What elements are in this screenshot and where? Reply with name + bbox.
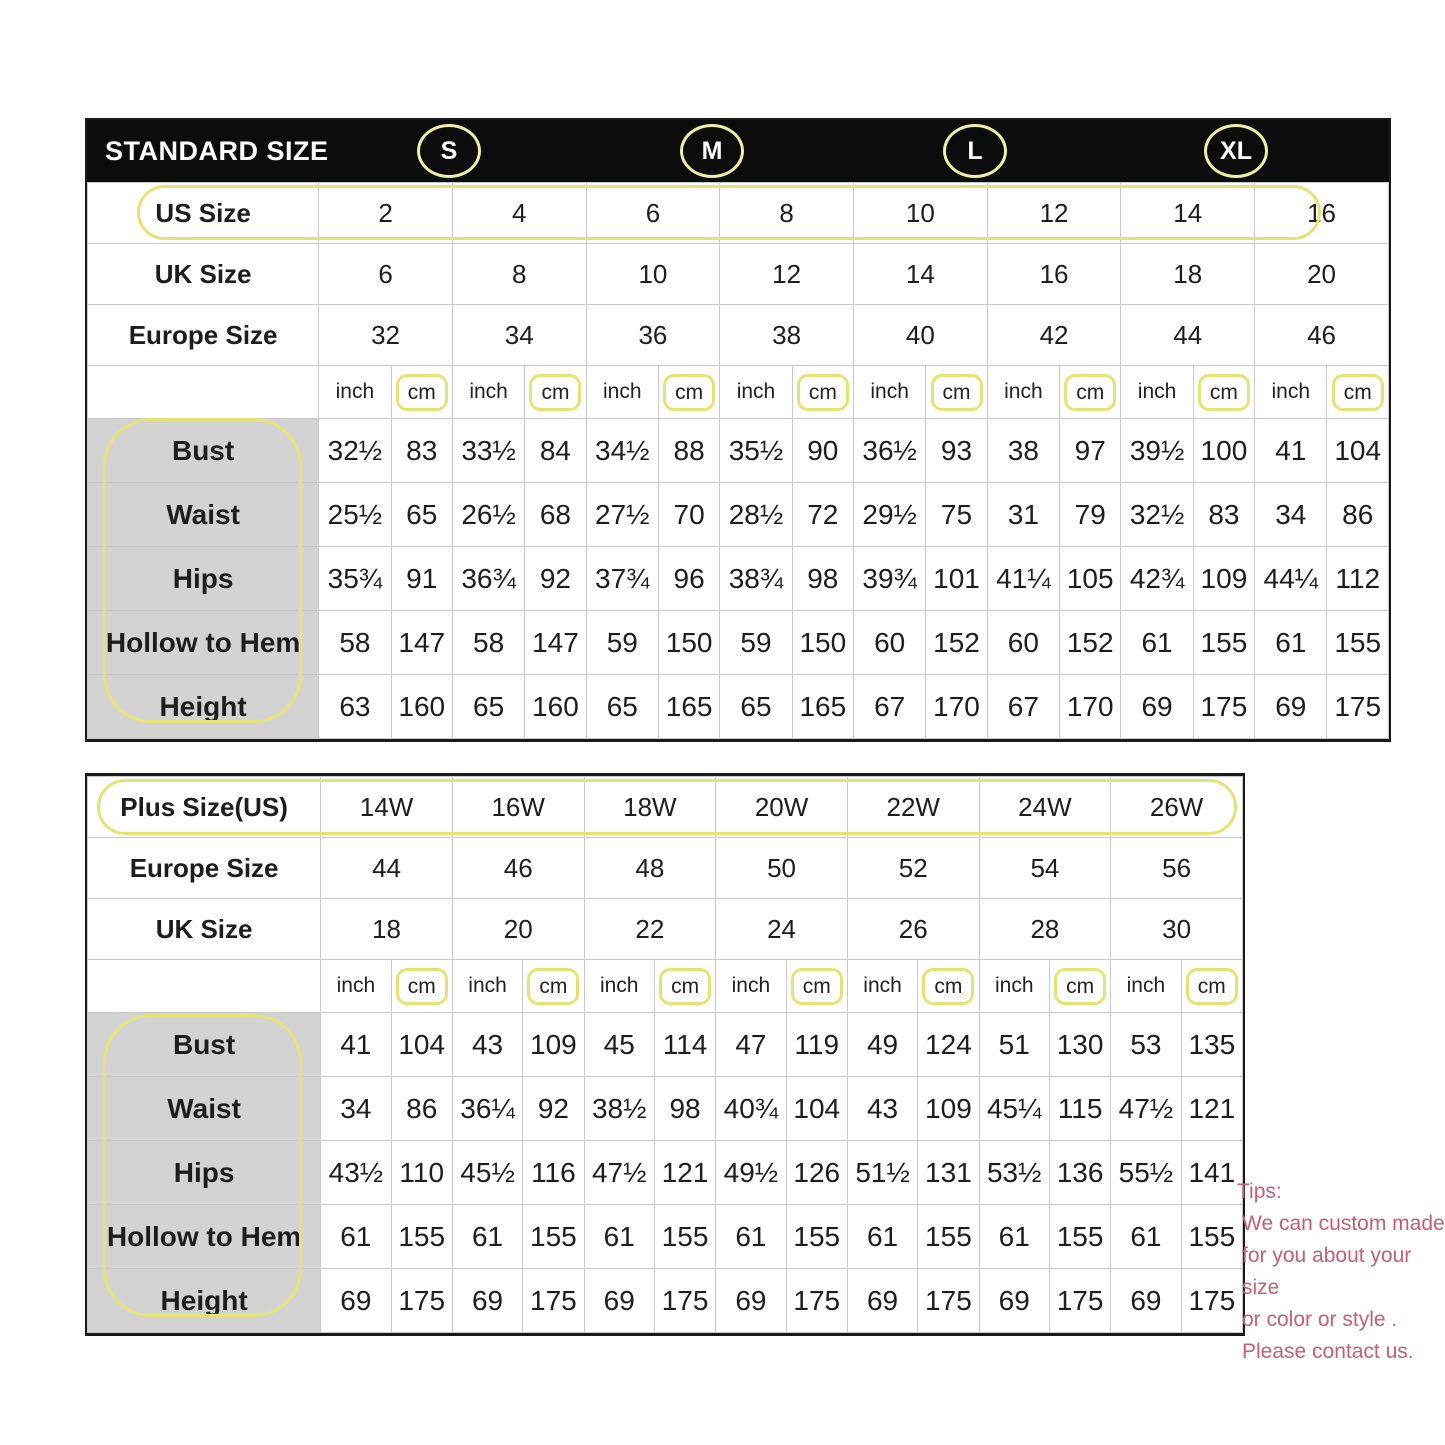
- cm-unit-cell: [658, 366, 719, 419]
- size-value-cell: 8: [720, 183, 854, 244]
- size-value-cell: 32: [319, 305, 453, 366]
- size-row: [88, 305, 1389, 366]
- unit-row-label-empty: [88, 366, 319, 419]
- size-value-cell: 50: [716, 838, 848, 899]
- measure-value-cell: 69: [452, 1269, 522, 1333]
- measure-value-cell: 110: [391, 1141, 452, 1205]
- size-value-cell: 18W: [584, 777, 716, 838]
- cm-annotation-box: cm: [931, 374, 983, 411]
- size-badge-xl-label: XL: [1220, 136, 1252, 165]
- measure-row-label: Hollow to Hem: [88, 611, 319, 675]
- inch-unit-cell: inch: [716, 960, 786, 1013]
- cm-unit-cell: [792, 366, 853, 419]
- measure-value-cell: 101: [926, 547, 987, 611]
- measure-value-cell: 37¾: [586, 547, 658, 611]
- size-value-cell: 44: [321, 838, 453, 899]
- measure-row: [88, 483, 1389, 547]
- measure-value-cell: 141: [1181, 1141, 1242, 1205]
- measure-value-cell: 38½: [584, 1077, 654, 1141]
- measure-value-cell: 90: [792, 419, 853, 483]
- measure-value-cell: 152: [926, 611, 987, 675]
- measure-value-cell: 104: [786, 1077, 847, 1141]
- measure-row-label: Hollow to Hem: [88, 1205, 321, 1269]
- measure-value-cell: 119: [786, 1013, 847, 1077]
- size-value-cell: 20: [1255, 244, 1389, 305]
- measure-value-cell: 112: [1327, 547, 1389, 611]
- cm-annotation-box: cm: [527, 968, 579, 1005]
- measure-value-cell: 86: [1327, 483, 1389, 547]
- measure-value-cell: 68: [525, 483, 586, 547]
- measure-value-cell: 170: [926, 675, 987, 739]
- row-label: US Size: [88, 183, 319, 244]
- size-value-cell: 26: [847, 899, 979, 960]
- measure-value-cell: 160: [391, 675, 452, 739]
- row-label: Europe Size: [88, 305, 319, 366]
- size-badge-s: [417, 124, 481, 178]
- measure-value-cell: 61: [716, 1205, 786, 1269]
- size-value-cell: 38: [720, 305, 854, 366]
- measure-value-cell: 25½: [319, 483, 391, 547]
- size-value-cell: 18: [1121, 244, 1255, 305]
- size-value-cell: 56: [1111, 838, 1243, 899]
- inch-unit-cell: inch: [979, 960, 1049, 1013]
- measure-value-cell: 58: [319, 611, 391, 675]
- measure-value-cell: 45¼: [979, 1077, 1049, 1141]
- measure-row-label: Bust: [88, 419, 319, 483]
- cm-annotation-box: cm: [791, 968, 843, 1005]
- size-value-cell: 4: [452, 183, 586, 244]
- measure-row: [88, 1141, 1243, 1205]
- size-value-cell: 20: [452, 899, 584, 960]
- measure-value-cell: 115: [1049, 1077, 1110, 1141]
- measure-value-cell: 155: [654, 1205, 715, 1269]
- tips-note: [1237, 1176, 1445, 1368]
- measure-value-cell: 155: [918, 1205, 979, 1269]
- measure-value-cell: 160: [525, 675, 586, 739]
- inch-unit-cell: inch: [452, 960, 522, 1013]
- size-value-cell: 46: [452, 838, 584, 899]
- size-badge-xl: [1204, 124, 1268, 178]
- measure-value-cell: 84: [525, 419, 586, 483]
- size-value-cell: 12: [720, 244, 854, 305]
- cm-unit-cell: [926, 366, 987, 419]
- measure-value-cell: 47: [716, 1013, 786, 1077]
- inch-unit-cell: inch: [987, 366, 1059, 419]
- measure-value-cell: 58: [452, 611, 524, 675]
- tips-line: We can custom made: [1242, 1212, 1445, 1235]
- measure-value-cell: 121: [1181, 1077, 1242, 1141]
- size-value-cell: 26W: [1111, 777, 1243, 838]
- inch-unit-cell: inch: [452, 366, 524, 419]
- measure-value-cell: 104: [1327, 419, 1389, 483]
- measure-value-cell: 116: [523, 1141, 584, 1205]
- measure-value-cell: 39½: [1121, 419, 1193, 483]
- size-value-cell: 10: [586, 244, 720, 305]
- row-label: Europe Size: [88, 838, 321, 899]
- measure-value-cell: 175: [1049, 1269, 1110, 1333]
- size-value-cell: 54: [979, 838, 1111, 899]
- measure-value-cell: 65: [586, 675, 658, 739]
- size-badge-m-label: M: [701, 136, 723, 165]
- measure-value-cell: 175: [391, 1269, 452, 1333]
- size-value-cell: 30: [1111, 899, 1243, 960]
- unit-row-label-empty: [88, 960, 321, 1013]
- size-value-cell: 16: [1255, 183, 1389, 244]
- inch-unit-cell: inch: [1255, 366, 1327, 419]
- measure-value-cell: 79: [1060, 483, 1121, 547]
- measure-value-cell: 155: [391, 1205, 452, 1269]
- size-value-cell: 20W: [716, 777, 848, 838]
- measure-value-cell: 83: [391, 419, 452, 483]
- measure-value-cell: 105: [1060, 547, 1121, 611]
- size-value-cell: 6: [586, 183, 720, 244]
- measure-value-cell: 69: [716, 1269, 786, 1333]
- inch-unit-cell: inch: [319, 366, 391, 419]
- measure-value-cell: 130: [1049, 1013, 1110, 1077]
- cm-annotation-box: cm: [529, 374, 581, 411]
- measure-value-cell: 147: [391, 611, 452, 675]
- measure-value-cell: 47½: [1111, 1077, 1181, 1141]
- standard-size-title: STANDARD SIZE: [105, 135, 329, 166]
- measure-value-cell: 109: [523, 1013, 584, 1077]
- measure-value-cell: 59: [586, 611, 658, 675]
- measure-value-cell: 69: [1111, 1269, 1181, 1333]
- size-value-cell: 16: [987, 244, 1121, 305]
- inch-unit-cell: inch: [584, 960, 654, 1013]
- size-value-cell: 22W: [847, 777, 979, 838]
- size-badge-l-label: L: [967, 136, 983, 165]
- measure-value-cell: 49½: [716, 1141, 786, 1205]
- standard-size-table: [85, 118, 1391, 742]
- cm-annotation-box: cm: [1332, 374, 1384, 411]
- size-value-cell: 22: [584, 899, 716, 960]
- measure-value-cell: 175: [1193, 675, 1254, 739]
- measure-value-cell: 34½: [586, 419, 658, 483]
- measure-value-cell: 44¼: [1255, 547, 1327, 611]
- size-value-cell: 14: [853, 244, 987, 305]
- measure-value-cell: 61: [1121, 611, 1193, 675]
- row-label: UK Size: [88, 244, 319, 305]
- measure-row-label: Waist: [88, 1077, 321, 1141]
- unit-row: [88, 960, 1243, 1013]
- inch-unit-cell: inch: [586, 366, 658, 419]
- measure-value-cell: 33½: [452, 419, 524, 483]
- measure-value-cell: 91: [391, 547, 452, 611]
- measure-row-label: Waist: [88, 483, 319, 547]
- standard-size-header-bar: [87, 120, 1389, 182]
- size-value-cell: 28: [979, 899, 1111, 960]
- size-value-cell: 14W: [321, 777, 453, 838]
- measure-value-cell: 34: [1255, 483, 1327, 547]
- measure-value-cell: 150: [792, 611, 853, 675]
- measure-value-cell: 155: [786, 1205, 847, 1269]
- measure-value-cell: 150: [658, 611, 719, 675]
- measure-value-cell: 63: [319, 675, 391, 739]
- plus-size-grid: [87, 776, 1243, 1333]
- measure-value-cell: 65: [452, 675, 524, 739]
- measure-value-cell: 155: [1193, 611, 1254, 675]
- size-row: [88, 899, 1243, 960]
- cm-annotation-box: cm: [922, 968, 974, 1005]
- measure-value-cell: 39¾: [853, 547, 925, 611]
- size-badge-s-label: S: [440, 136, 458, 165]
- measure-value-cell: 72: [792, 483, 853, 547]
- measure-row: [88, 1269, 1243, 1333]
- measure-row: [88, 1077, 1243, 1141]
- measure-value-cell: 70: [658, 483, 719, 547]
- size-value-cell: 24: [716, 899, 848, 960]
- cm-unit-cell: [786, 960, 847, 1013]
- cm-unit-cell: [1060, 366, 1121, 419]
- measure-value-cell: 45½: [452, 1141, 522, 1205]
- measure-value-cell: 51: [979, 1013, 1049, 1077]
- measure-value-cell: 29½: [853, 483, 925, 547]
- measure-row-label: Hips: [88, 547, 319, 611]
- measure-row: [88, 419, 1389, 483]
- measure-value-cell: 175: [918, 1269, 979, 1333]
- size-value-cell: 24W: [979, 777, 1111, 838]
- measure-row-label: Height: [88, 675, 319, 739]
- measure-value-cell: 40¾: [716, 1077, 786, 1141]
- measure-value-cell: 41: [1255, 419, 1327, 483]
- tips-line: for you about your size: [1242, 1244, 1412, 1299]
- measure-row-label: Bust: [88, 1013, 321, 1077]
- inch-unit-cell: inch: [321, 960, 391, 1013]
- measure-value-cell: 136: [1049, 1141, 1110, 1205]
- measure-value-cell: 98: [792, 547, 853, 611]
- measure-row-label: Height: [88, 1269, 321, 1333]
- measure-value-cell: 61: [584, 1205, 654, 1269]
- measure-value-cell: 41: [321, 1013, 391, 1077]
- measure-value-cell: 32½: [1121, 483, 1193, 547]
- row-label: Plus Size(US): [88, 777, 321, 838]
- measure-value-cell: 59: [720, 611, 792, 675]
- tips-line: or color or style .: [1242, 1308, 1398, 1331]
- measure-value-cell: 83: [1193, 483, 1254, 547]
- size-value-cell: 16W: [452, 777, 584, 838]
- measure-value-cell: 93: [926, 419, 987, 483]
- size-value-cell: 46: [1255, 305, 1389, 366]
- size-row: [88, 244, 1389, 305]
- measure-value-cell: 124: [918, 1013, 979, 1077]
- unit-row: [88, 366, 1389, 419]
- size-badge-m: [680, 124, 744, 178]
- cm-annotation-box: cm: [1064, 374, 1116, 411]
- measure-value-cell: 32½: [319, 419, 391, 483]
- measure-value-cell: 61: [321, 1205, 391, 1269]
- measure-value-cell: 55½: [1111, 1141, 1181, 1205]
- measure-value-cell: 104: [391, 1013, 452, 1077]
- measure-value-cell: 109: [1193, 547, 1254, 611]
- measure-value-cell: 126: [786, 1141, 847, 1205]
- cm-annotation-box: cm: [1186, 968, 1238, 1005]
- measure-value-cell: 69: [584, 1269, 654, 1333]
- measure-value-cell: 170: [1060, 675, 1121, 739]
- cm-unit-cell: [654, 960, 715, 1013]
- measure-value-cell: 69: [1121, 675, 1193, 739]
- measure-value-cell: 65: [720, 675, 792, 739]
- measure-value-cell: 27½: [586, 483, 658, 547]
- measure-value-cell: 175: [1327, 675, 1389, 739]
- measure-value-cell: 38: [987, 419, 1059, 483]
- inch-unit-cell: inch: [853, 366, 925, 419]
- measure-value-cell: 96: [658, 547, 719, 611]
- measure-value-cell: 41¼: [987, 547, 1059, 611]
- measure-row: [88, 1205, 1243, 1269]
- standard-size-grid: [87, 182, 1389, 739]
- measure-value-cell: 155: [1181, 1205, 1242, 1269]
- measure-value-cell: 155: [1327, 611, 1389, 675]
- size-value-cell: 14: [1121, 183, 1255, 244]
- tips-line: Please contact us.: [1242, 1340, 1414, 1363]
- measure-value-cell: 35½: [720, 419, 792, 483]
- inch-unit-cell: inch: [847, 960, 917, 1013]
- tips-heading: Tips:: [1237, 1180, 1282, 1203]
- cm-unit-cell: [1327, 366, 1389, 419]
- measure-value-cell: 69: [321, 1269, 391, 1333]
- measure-value-cell: 100: [1193, 419, 1254, 483]
- measure-value-cell: 147: [525, 611, 586, 675]
- measure-value-cell: 75: [926, 483, 987, 547]
- measure-value-cell: 31: [987, 483, 1059, 547]
- measure-value-cell: 175: [654, 1269, 715, 1333]
- cm-annotation-box: cm: [659, 968, 711, 1005]
- measure-value-cell: 175: [1181, 1269, 1242, 1333]
- measure-value-cell: 51½: [847, 1141, 917, 1205]
- measure-value-cell: 38¾: [720, 547, 792, 611]
- measure-value-cell: 61: [979, 1205, 1049, 1269]
- measure-value-cell: 92: [525, 547, 586, 611]
- measure-value-cell: 155: [1049, 1205, 1110, 1269]
- measure-value-cell: 53: [1111, 1013, 1181, 1077]
- size-value-cell: 8: [452, 244, 586, 305]
- size-badge-l: [943, 124, 1007, 178]
- measure-value-cell: 61: [1255, 611, 1327, 675]
- measure-value-cell: 65: [391, 483, 452, 547]
- size-value-cell: 12: [987, 183, 1121, 244]
- measure-value-cell: 61: [452, 1205, 522, 1269]
- cm-unit-cell: [523, 960, 584, 1013]
- measure-value-cell: 135: [1181, 1013, 1242, 1077]
- measure-value-cell: 165: [658, 675, 719, 739]
- cm-annotation-box: cm: [1054, 968, 1106, 1005]
- size-value-cell: 44: [1121, 305, 1255, 366]
- measure-value-cell: 36¾: [452, 547, 524, 611]
- size-value-cell: 6: [319, 244, 453, 305]
- measure-value-cell: 114: [654, 1013, 715, 1077]
- measure-value-cell: 43: [452, 1013, 522, 1077]
- measure-value-cell: 155: [523, 1205, 584, 1269]
- measure-value-cell: 53½: [979, 1141, 1049, 1205]
- size-row: [88, 777, 1243, 838]
- size-value-cell: 18: [321, 899, 453, 960]
- measure-value-cell: 43½: [321, 1141, 391, 1205]
- measure-value-cell: 165: [792, 675, 853, 739]
- measure-value-cell: 92: [523, 1077, 584, 1141]
- measure-value-cell: 86: [391, 1077, 452, 1141]
- measure-value-cell: 121: [654, 1141, 715, 1205]
- size-value-cell: 48: [584, 838, 716, 899]
- measure-value-cell: 97: [1060, 419, 1121, 483]
- measure-value-cell: 28½: [720, 483, 792, 547]
- size-value-cell: 2: [319, 183, 453, 244]
- measure-value-cell: 69: [847, 1269, 917, 1333]
- measure-value-cell: 42¾: [1121, 547, 1193, 611]
- measure-value-cell: 88: [658, 419, 719, 483]
- measure-row: [88, 675, 1389, 739]
- measure-value-cell: 69: [979, 1269, 1049, 1333]
- cm-unit-cell: [391, 960, 452, 1013]
- inch-unit-cell: inch: [1111, 960, 1181, 1013]
- plus-size-table: [85, 773, 1245, 1336]
- measure-row-label: Hips: [88, 1141, 321, 1205]
- cm-unit-cell: [1193, 366, 1254, 419]
- cm-annotation-box: cm: [797, 374, 849, 411]
- row-label: UK Size: [88, 899, 321, 960]
- cm-unit-cell: [525, 366, 586, 419]
- measure-value-cell: 152: [1060, 611, 1121, 675]
- cm-annotation-box: cm: [1198, 374, 1250, 411]
- measure-value-cell: 61: [847, 1205, 917, 1269]
- size-row: [88, 838, 1243, 899]
- cm-unit-cell: [918, 960, 979, 1013]
- measure-value-cell: 43: [847, 1077, 917, 1141]
- measure-value-cell: 61: [1111, 1205, 1181, 1269]
- size-row: [88, 183, 1389, 244]
- measure-value-cell: 69: [1255, 675, 1327, 739]
- measure-value-cell: 36½: [853, 419, 925, 483]
- measure-value-cell: 34: [321, 1077, 391, 1141]
- measure-value-cell: 131: [918, 1141, 979, 1205]
- cm-unit-cell: [1181, 960, 1242, 1013]
- measure-value-cell: 36¼: [452, 1077, 522, 1141]
- measure-row: [88, 1013, 1243, 1077]
- cm-annotation-box: cm: [663, 374, 715, 411]
- size-value-cell: 10: [853, 183, 987, 244]
- measure-value-cell: 47½: [584, 1141, 654, 1205]
- measure-row: [88, 611, 1389, 675]
- measure-value-cell: 49: [847, 1013, 917, 1077]
- measure-value-cell: 175: [786, 1269, 847, 1333]
- measure-value-cell: 26½: [452, 483, 524, 547]
- size-value-cell: 34: [452, 305, 586, 366]
- measure-value-cell: 35¾: [319, 547, 391, 611]
- inch-unit-cell: inch: [1121, 366, 1193, 419]
- size-value-cell: 40: [853, 305, 987, 366]
- inch-unit-cell: inch: [720, 366, 792, 419]
- measure-value-cell: 67: [987, 675, 1059, 739]
- measure-value-cell: 98: [654, 1077, 715, 1141]
- measure-value-cell: 175: [523, 1269, 584, 1333]
- measure-value-cell: 109: [918, 1077, 979, 1141]
- size-value-cell: 42: [987, 305, 1121, 366]
- cm-annotation-box: cm: [396, 374, 448, 411]
- size-value-cell: 52: [847, 838, 979, 899]
- measure-value-cell: 60: [853, 611, 925, 675]
- cm-annotation-box: cm: [396, 968, 448, 1005]
- measure-row: [88, 547, 1389, 611]
- cm-unit-cell: [391, 366, 452, 419]
- size-value-cell: 36: [586, 305, 720, 366]
- measure-value-cell: 67: [853, 675, 925, 739]
- measure-value-cell: 45: [584, 1013, 654, 1077]
- cm-unit-cell: [1049, 960, 1110, 1013]
- measure-value-cell: 60: [987, 611, 1059, 675]
